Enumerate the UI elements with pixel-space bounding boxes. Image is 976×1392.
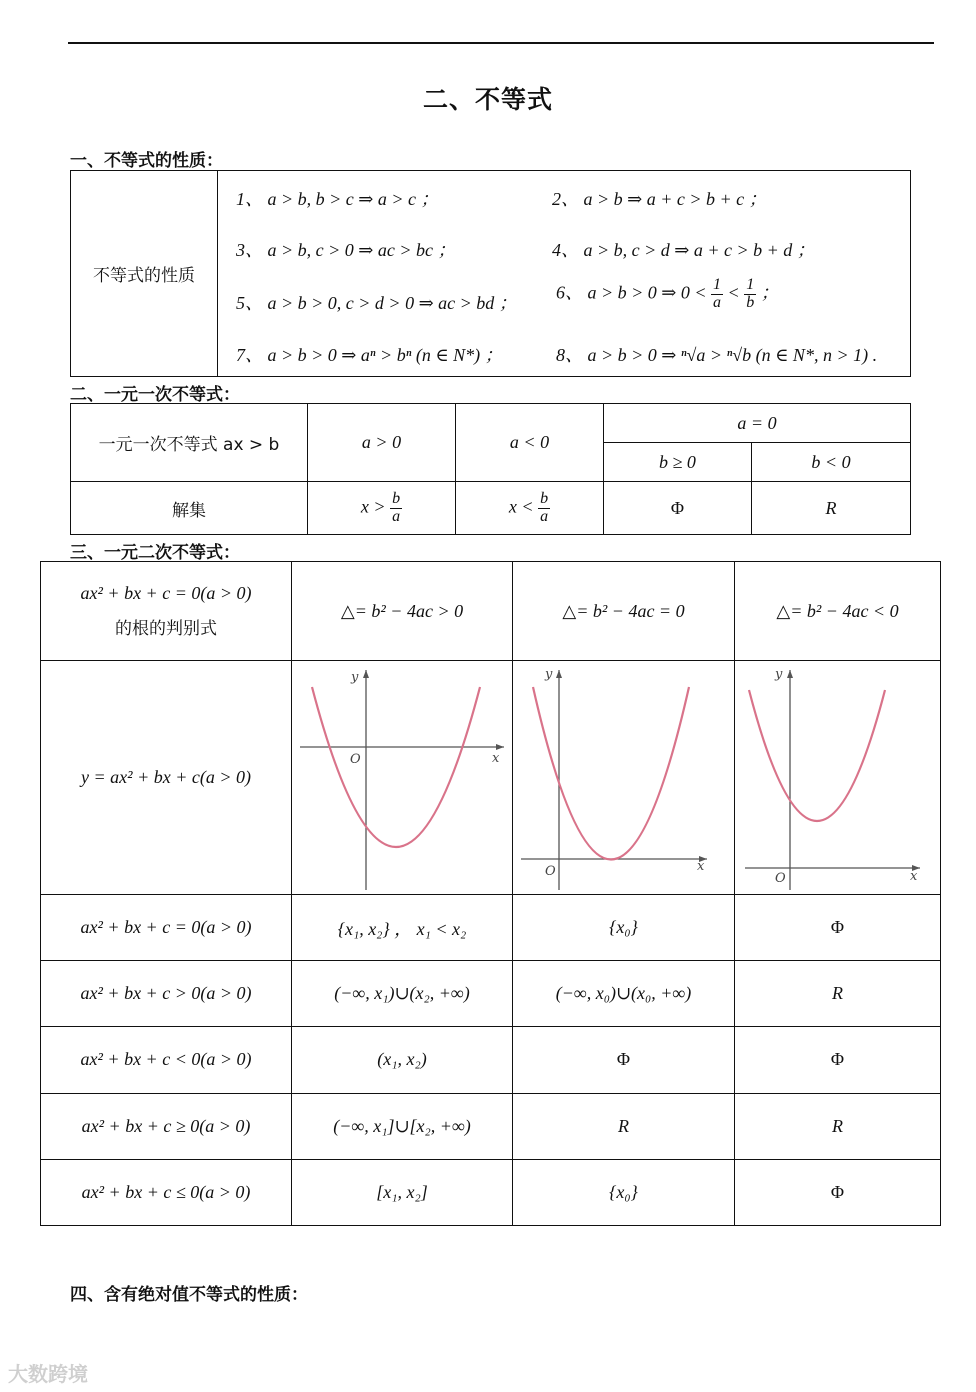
properties-label: 不等式的性质: [71, 171, 218, 377]
origin-label: O: [350, 752, 361, 768]
row-lt-two-roots: (x₁, x₂): [292, 1027, 513, 1093]
graph-label: y = ax² + bx + c(a > 0): [41, 661, 292, 895]
quadratic-inequality-table: [40, 561, 941, 1226]
header-label: 的根的判别式: [115, 619, 218, 640]
frac-num: b: [540, 489, 549, 507]
row-eq-no-roots: Φ: [735, 895, 941, 961]
frac-den: b: [746, 293, 755, 311]
a-zero: a = 0: [604, 404, 911, 443]
b-negative: b < 0: [752, 443, 911, 482]
parabola-no-roots: [735, 662, 940, 893]
parabola-curve: [533, 687, 689, 860]
x-axis-label: x: [910, 869, 918, 885]
property-7: 7、 a > b > 0 ⇒ aⁿ > bⁿ (n ∈ N*) ；: [236, 345, 503, 365]
fraction-one-over-b: [744, 277, 756, 312]
row-eq-label: ax² + bx + c = 0(a > 0): [41, 895, 292, 961]
y-axis-label: y: [545, 667, 553, 683]
page-title: 二、不等式: [422, 85, 553, 114]
row-gt-two-roots: (−∞, x₁)∪(x₂, +∞): [292, 961, 513, 1027]
x-axis-label: x: [492, 751, 500, 767]
graph-two-roots: [292, 661, 513, 895]
row-gt-one-root: (−∞, x₀)∪(x₀, +∞): [513, 961, 735, 1027]
frac-num: 1: [746, 276, 755, 293]
property-3: 3、 a > b, c > 0 ⇒ ac > bc ；: [236, 240, 456, 260]
section1-heading: 一、不等式的性质：: [70, 151, 223, 171]
y-axis-label: y: [775, 667, 783, 683]
disc-positive: △= b² − 4ac > 0: [292, 562, 513, 661]
row-lt-no-roots: Φ: [735, 1027, 941, 1093]
solution-a-negative: [456, 482, 604, 535]
section4-heading: 四、含有绝对值不等式的性质：: [70, 1285, 308, 1305]
fraction-one-over-a: [711, 277, 723, 312]
solution-a-positive: [308, 482, 456, 535]
x-axis-label: x: [697, 859, 705, 875]
row-ge-one-root: R: [513, 1093, 735, 1159]
property-5: 5、 a > b > 0, c > d > 0 ⇒ ac > bd ；: [236, 293, 517, 313]
semicolon: ；: [760, 282, 779, 303]
graph-one-root: [513, 661, 735, 895]
linear-inequality-table: [70, 403, 911, 535]
row-le-label: ax² + bx + c ≤ 0(a > 0): [41, 1159, 292, 1225]
row-gt-no-roots: R: [735, 961, 941, 1027]
fraction-b-over-a: [538, 491, 550, 526]
header-equation: ax² + bx + c = 0(a > 0): [80, 583, 252, 604]
parabola-two-roots: [292, 662, 510, 893]
disc-negative: △= b² − 4ac < 0: [735, 562, 941, 661]
property-2: 2、 a > b ⇒ a + c > b + c ；: [552, 189, 767, 209]
discriminant-header: [41, 562, 292, 661]
x-axis-arrow: [496, 744, 504, 750]
graph-no-roots: [735, 661, 941, 895]
y-axis-arrow: [556, 670, 562, 678]
disc-zero: △= b² − 4ac = 0: [513, 562, 735, 661]
row-lt-label: ax² + bx + c < 0(a > 0): [41, 1027, 292, 1093]
row-ge-label: ax² + bx + c ≥ 0(a > 0): [41, 1093, 292, 1159]
a-negative: a < 0: [456, 404, 604, 482]
properties-table: [70, 170, 911, 377]
property-4: 4、 a > b, c > d ⇒ a + c > b + d ；: [552, 240, 815, 260]
parabola-curve: [312, 687, 480, 847]
frac-num: 1: [713, 276, 722, 293]
x-less: x <: [508, 496, 534, 517]
row-ge-no-roots: R: [735, 1093, 941, 1159]
row-eq-one-root: {x₀}: [513, 895, 735, 961]
row-le-no-roots: Φ: [735, 1159, 941, 1225]
top-rule: [68, 42, 934, 44]
section2-heading: 二、一元一次不等式：: [70, 385, 240, 405]
frac-num: b: [392, 489, 401, 507]
b-nonnegative: b ≥ 0: [604, 443, 752, 482]
x-greater: x >: [360, 496, 386, 517]
frac-den: a: [392, 507, 401, 525]
y-axis-label: y: [351, 670, 359, 686]
origin-label: O: [545, 864, 556, 880]
solution-label: 解集: [71, 482, 308, 535]
a-positive: a > 0: [308, 404, 456, 482]
row-eq-two-roots: {x₁, x₂} ， x₁ < x₂: [292, 895, 513, 961]
linear-label: 一元一次不等式 ax > b: [71, 404, 308, 482]
y-axis-arrow: [363, 670, 369, 678]
property-8: 8、 a > b > 0 ⇒ ⁿ√a > ⁿ√b (n ∈ N*, n > 1) .: [556, 345, 878, 365]
row-ge-two-roots: (−∞, x₁]∪[x₂, +∞): [292, 1093, 513, 1159]
frac-den: a: [713, 293, 722, 311]
section3-heading: 三、一元二次不等式：: [70, 543, 240, 563]
row-le-two-roots: [x₁, x₂]: [292, 1159, 513, 1225]
row-gt-label: ax² + bx + c > 0(a > 0): [41, 961, 292, 1027]
less-than: <: [727, 282, 740, 303]
row-lt-one-root: Φ: [513, 1027, 735, 1093]
y-axis-arrow: [787, 670, 793, 678]
fraction-b-over-a: [390, 491, 402, 526]
parabola-curve: [749, 690, 885, 821]
parabola-one-root: [513, 662, 732, 893]
properties-cell: [218, 171, 911, 377]
property-1: 1、 a > b, b > c ⇒ a > c ；: [236, 189, 439, 209]
solution-real: R: [752, 482, 911, 535]
watermark: 大数跨境: [8, 1362, 88, 1386]
row-le-one-root: {x₀}: [513, 1159, 735, 1225]
property-6: [556, 277, 779, 312]
origin-label: O: [775, 871, 786, 887]
frac-den: a: [540, 507, 549, 525]
property-6-text: 6、 a > b > 0 ⇒ 0 <: [556, 282, 707, 303]
solution-empty: Φ: [604, 482, 752, 535]
